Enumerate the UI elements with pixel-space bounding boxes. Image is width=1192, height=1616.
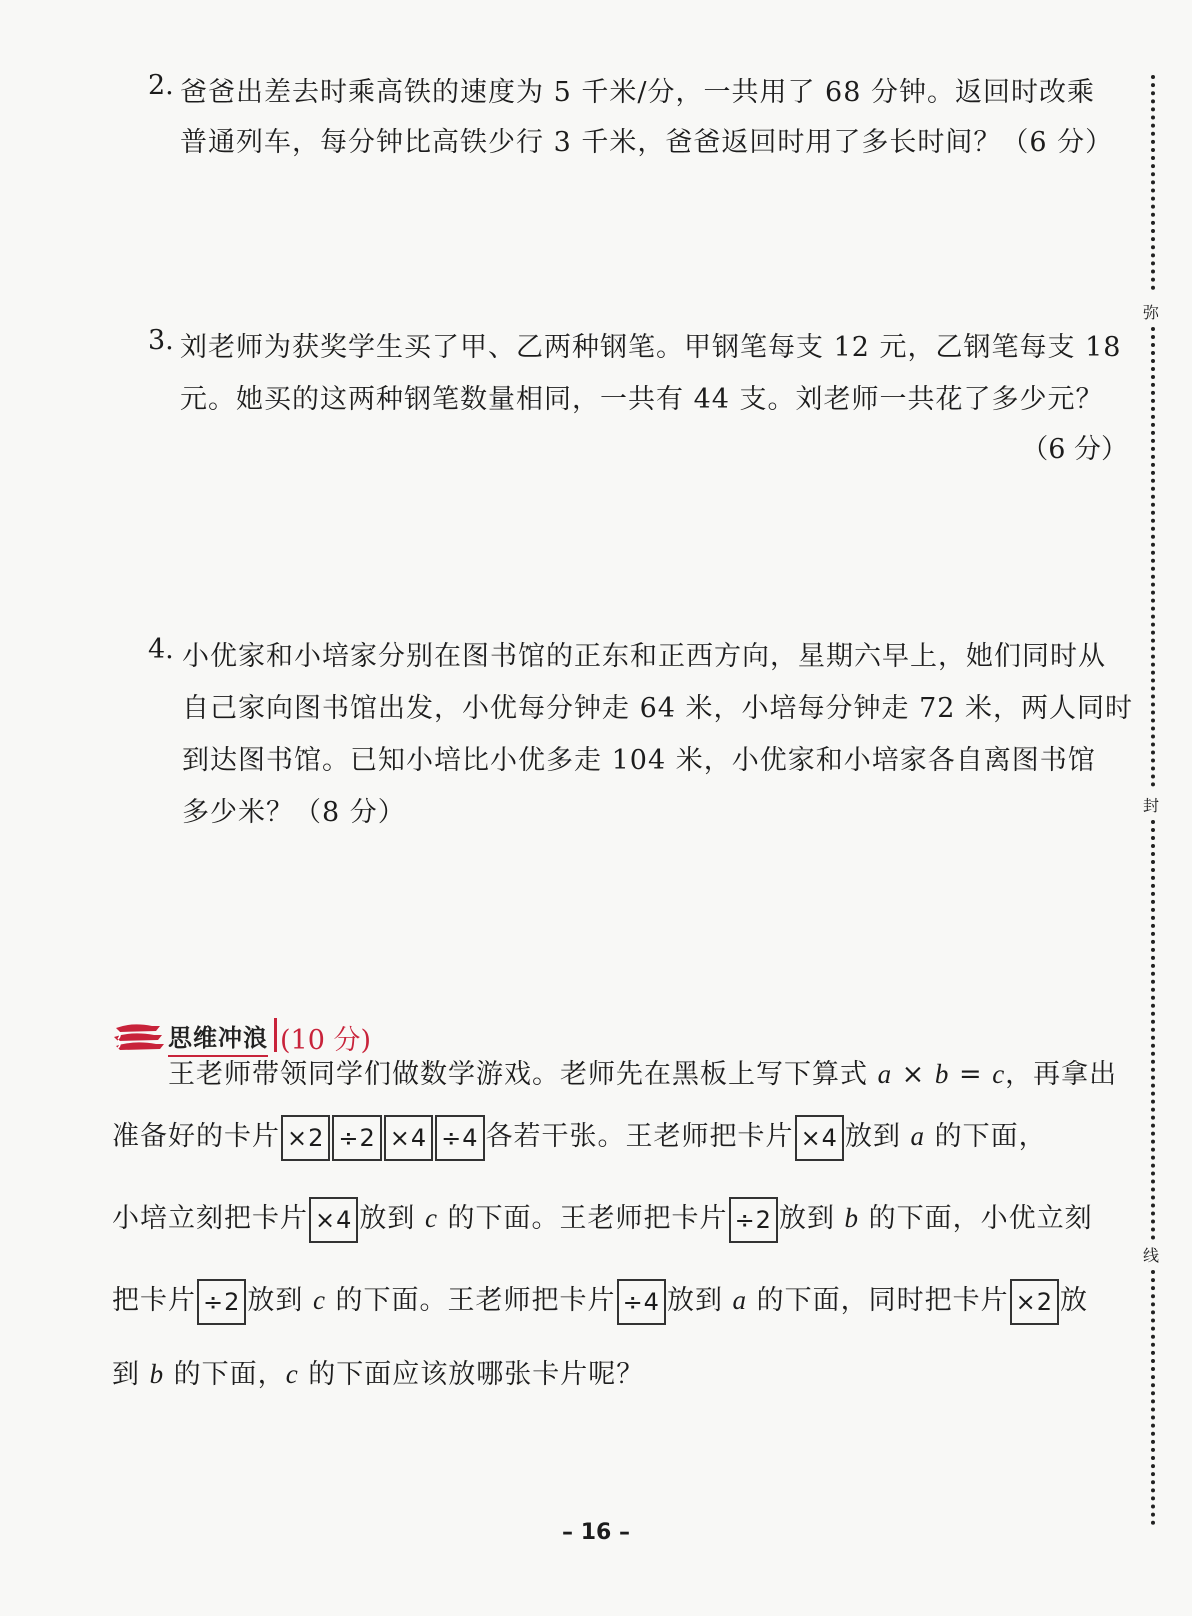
text: 放到	[778, 1203, 845, 1234]
card: ×4	[795, 1115, 844, 1161]
equals-sign: =	[949, 1059, 993, 1090]
question-text-line: 到达图书馆。已知小培比小优多走 104 米，小优家和小培家各自离图书馆	[182, 745, 1096, 776]
books-icon	[112, 1022, 166, 1056]
game-line-4	[112, 1278, 1088, 1325]
text: 放到	[359, 1203, 425, 1234]
variable: c	[285, 1359, 299, 1389]
card: ÷2	[197, 1279, 246, 1325]
variable: c	[312, 1285, 326, 1315]
variable-b: b	[934, 1059, 950, 1089]
question-number: 4.	[148, 634, 174, 665]
question-text-line: 小优家和小培家分别在图书馆的正东和正西方向，星期六早上，她们同时从	[182, 641, 1106, 672]
text: 的下面应该放哪张卡片呢？	[298, 1359, 645, 1390]
dotted-line	[1151, 75, 1155, 290]
text: 各若干张。王老师把卡片	[485, 1121, 794, 1152]
text: 小培立刻把卡片	[112, 1203, 308, 1234]
question-text-line: 普通列车，每分钟比高铁少行 3 千米，爸爸返回时用了多长时间？（6 分）	[180, 127, 1114, 158]
section-title: 思维冲浪	[168, 1018, 268, 1057]
text: 到	[112, 1359, 150, 1390]
question-number: 3.	[148, 325, 174, 356]
game-line-3	[112, 1196, 1093, 1243]
card: ÷2	[729, 1197, 778, 1243]
question-text-line: 刘老师为获奖学生买了甲、乙两种钢笔。甲钢笔每支 12 元，乙钢笔每支 18	[180, 332, 1122, 363]
card: ×2	[281, 1115, 330, 1161]
game-line-5	[112, 1352, 644, 1391]
text: 的下面，小优立刻	[859, 1203, 1093, 1234]
binding-line	[1143, 75, 1187, 1525]
dotted-line	[1151, 1270, 1155, 1525]
section-score: (10 分)	[280, 1025, 372, 1056]
variable: b	[844, 1203, 860, 1233]
text: 放	[1060, 1285, 1089, 1316]
text: 王老师带领同学们做数学游戏。老师先在黑板上写下算式	[168, 1059, 878, 1090]
text: 的下面。王老师把卡片	[437, 1203, 728, 1234]
variable: b	[149, 1359, 165, 1389]
card: ×4	[309, 1197, 358, 1243]
variable: a	[910, 1121, 926, 1151]
card: ÷2	[332, 1115, 381, 1161]
text: 放到	[844, 1121, 911, 1152]
title-divider	[274, 1018, 277, 1052]
text: 的下面。王老师把卡片	[325, 1285, 616, 1316]
text: 的下面，同时把卡片	[747, 1285, 1009, 1316]
text: 的下面，	[925, 1121, 1047, 1152]
card: ×2	[1010, 1279, 1059, 1325]
question-text-line: 自己家向图书馆出发，小优每分钟走 64 米，小培每分钟走 72 米，两人同时	[182, 693, 1134, 724]
question-number: 2.	[148, 70, 174, 101]
variable-a: a	[877, 1059, 893, 1089]
question-text-line: 爸爸出差去时乘高铁的速度为 5 千米/分，一共用了 68 分钟。返回时改乘	[180, 77, 1095, 108]
card: ÷4	[435, 1115, 484, 1161]
binding-char: 弥	[1143, 303, 1160, 322]
text: 放到	[666, 1285, 733, 1316]
text: ，再拿出	[1005, 1059, 1118, 1090]
text: 放到	[247, 1285, 313, 1316]
variable-c: c	[992, 1059, 1006, 1089]
variable: a	[732, 1285, 748, 1315]
card: ÷4	[617, 1279, 666, 1325]
binding-char: 封	[1143, 796, 1160, 815]
question-text-line: 多少米？（8 分）	[182, 797, 406, 828]
times-sign: ×	[892, 1059, 935, 1090]
variable: c	[424, 1203, 438, 1233]
dotted-line	[1151, 327, 1155, 787]
page-number: – 16 –	[562, 1520, 630, 1545]
dotted-line	[1151, 820, 1155, 1240]
question-score: （6 分）	[1021, 434, 1128, 465]
binding-char: 线	[1143, 1246, 1160, 1265]
text: 准备好的卡片	[112, 1121, 280, 1152]
question-text-line: 元。她买的这两种钢笔数量相同，一共有 44 支。刘老师一共花了多少元？	[180, 384, 1104, 415]
game-line-1	[168, 1052, 1117, 1091]
text: 的下面，	[164, 1359, 286, 1390]
text: 把卡片	[112, 1285, 196, 1316]
card: ×4	[384, 1115, 433, 1161]
game-line-2	[112, 1114, 1047, 1161]
